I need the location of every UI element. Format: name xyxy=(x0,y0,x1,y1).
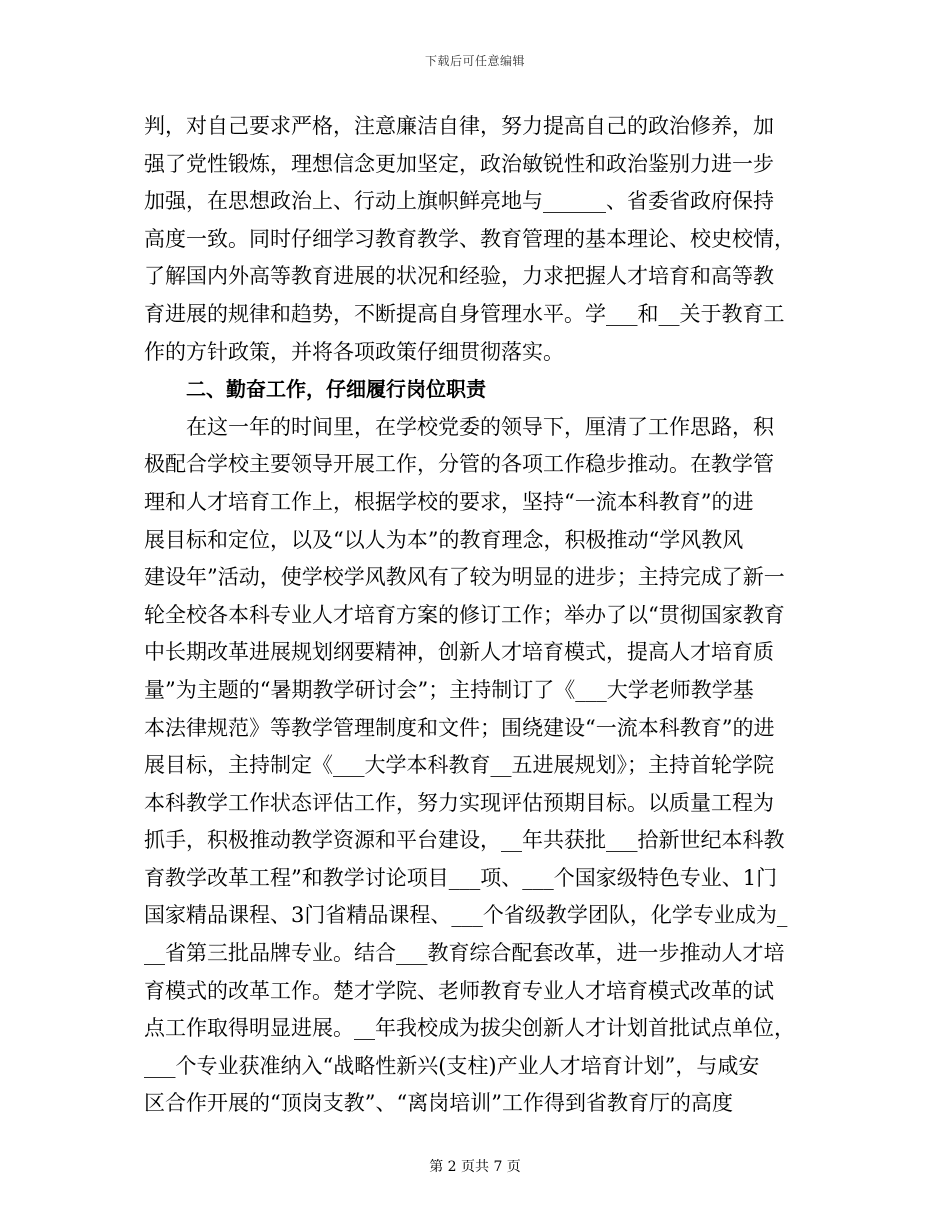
text-line: 高度一致。同时仔细学习教育教学、教育管理的基本理论、校史校情， xyxy=(144,226,795,251)
text-line: 作的方针政策，并将各项政策仔细贯彻落实。 xyxy=(144,339,564,364)
text-line: 量”为主题的“暑期教学研讨会”；主持制订了《___大学老师教学基 xyxy=(144,677,754,702)
text-line: 展目标，主持制定《___大学本科教育__五进展规划》；主持首轮学院 xyxy=(144,753,774,778)
document-body xyxy=(144,108,804,1123)
paragraph-first-line: 在这一年的时间里，在学校党委的领导下，厘清了工作思路，积 xyxy=(186,414,774,439)
text-line: 育教学改革工程”和教学讨论项目___项、___个国家级特色专业、1门 xyxy=(144,865,778,890)
text-line: 理和人才培育工作上，根据学校的要求，坚持“一流本科教育”的进 xyxy=(144,489,754,514)
text-line: 轮全校各本科专业人才培育方案的修订工作；举办了以“贯彻国家教育 xyxy=(144,602,785,627)
text-line: 区合作开展的“顶岗支教”、“离岗培训”工作得到省教育厅的高度 xyxy=(144,1091,733,1116)
text-line: 建设年”活动，使学校学风教风有了较为明显的进步；主持完成了新一 xyxy=(144,565,785,590)
text-line: 本科教学工作状态评估工作，努力实现评估预期目标。以质量工程为 xyxy=(144,790,774,815)
text-line: 极配合学校主要领导开展工作，分管的各项工作稳步推动。在教学管 xyxy=(144,452,774,477)
text-line: 中长期改革进展规划纲要精神，创新人才培育模式，提高人才培育质 xyxy=(144,640,774,665)
text-line: 本法律规范》等教学管理制度和文件；围绕建设“一流本科教育”的进 xyxy=(144,715,775,740)
text-line: 判，对自己要求严格，注意廉洁自律，努力提高自己的政治修养，加 xyxy=(144,114,774,138)
text-line: __省第三批品牌专业。结合___教育综合配套改革，进一步推动人才培 xyxy=(144,941,785,966)
text-line: 国家精品课程、3门省精品课程、___个省级教学团队，化学专业成为_ xyxy=(144,903,788,928)
text-line: 点工作取得明显进展。__年我校成为拔尖创新人才计划首批试点单位， xyxy=(144,1016,795,1041)
section-heading: 二、勤奋工作，仔细履行岗位职责 xyxy=(186,377,486,402)
text-line: 育进展的规律和趋势，不断提高自身管理水平。学___和__关于教育工 xyxy=(144,301,785,326)
page-number-footer: 第 2 页共 7 页 xyxy=(429,1159,521,1175)
text-line: 展目标和定位，以及“以人为本”的教育理念，积极推动“学风教风 xyxy=(144,527,744,552)
text-line: 了解国内外高等教育进展的状况和经验，力求把握人才培育和高等教 xyxy=(144,264,774,289)
text-line: 强了党性锻炼，理想信念更加坚定，政治敏锐性和政治鉴别力进一步 xyxy=(144,151,774,176)
text-line: 育模式的改革工作。楚才学院、老师教育专业人才培育模式改革的试 xyxy=(144,978,774,1003)
text-line: 加强，在思想政治上、行动上旗帜鲜亮地与______、省委省政府保持 xyxy=(144,189,774,214)
text-line: ___个专业获准纳入“战略性新兴(支柱)产业人才培育计划”，与咸安 xyxy=(144,1053,760,1078)
text-line: 抓手，积极推动教学资源和平台建设，__年共获批___拾新世纪本科教 xyxy=(144,828,785,853)
page-header: 下载后可任意编辑 xyxy=(424,54,525,68)
